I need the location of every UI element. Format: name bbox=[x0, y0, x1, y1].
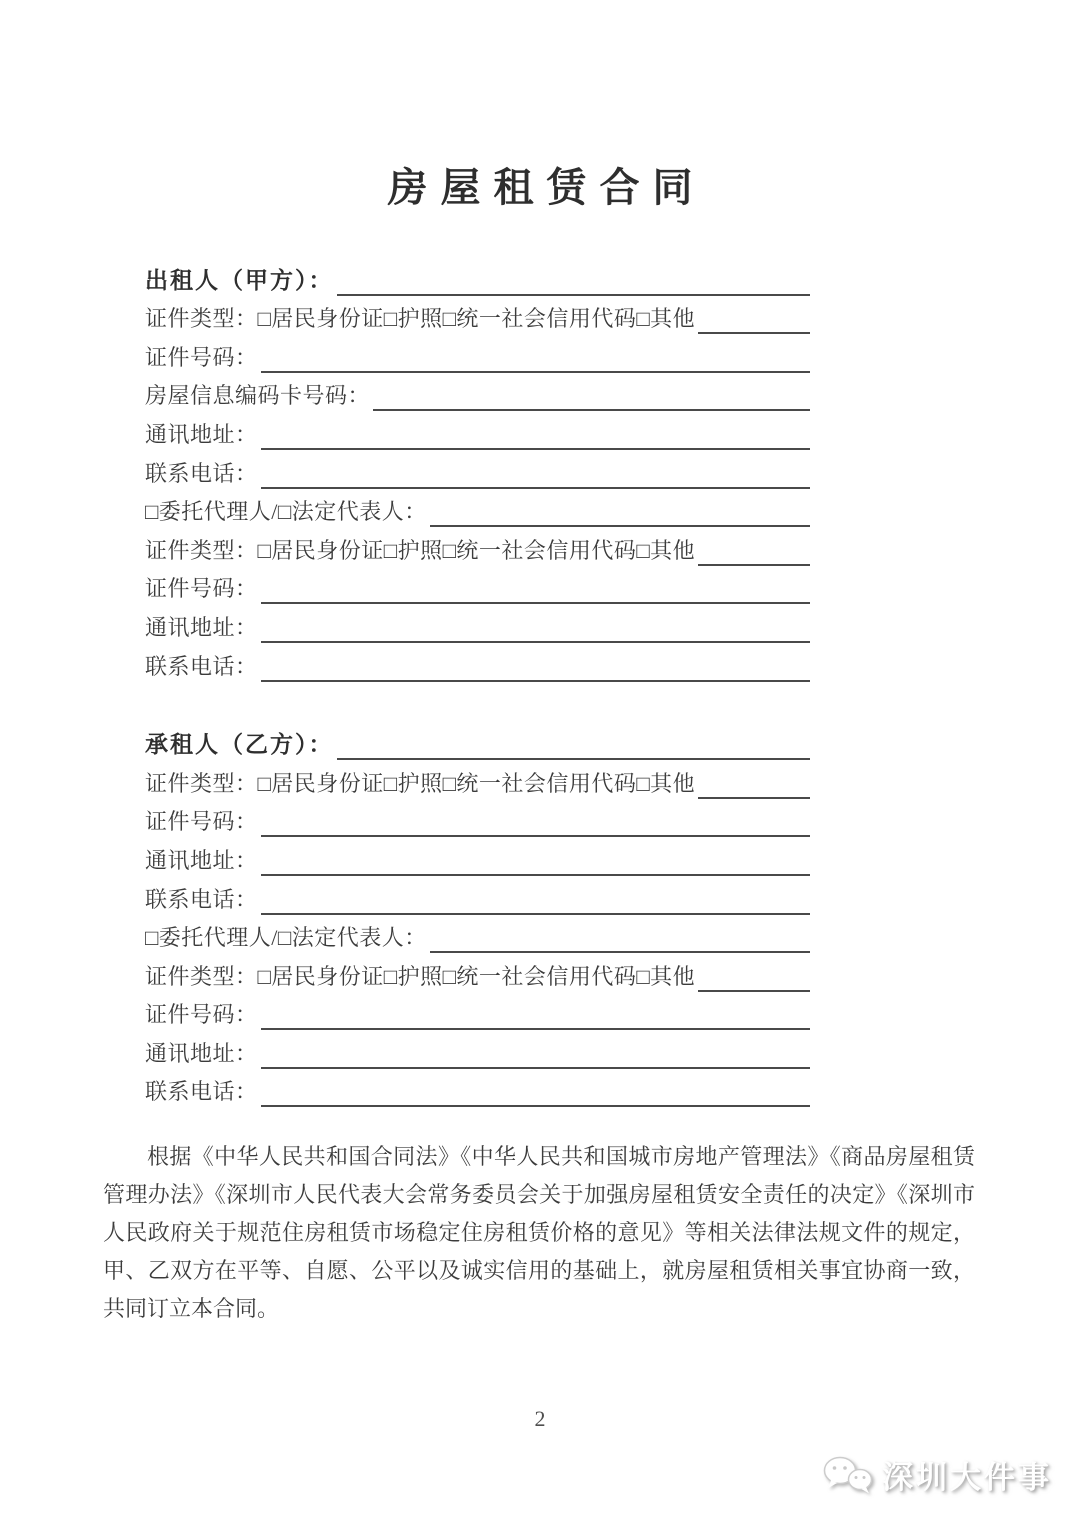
form-row-housing-code bbox=[145, 373, 810, 412]
form-row-cert-number bbox=[145, 992, 810, 1031]
form-row-mailing-address bbox=[145, 1030, 810, 1069]
field-label: 证件类型： bbox=[145, 306, 258, 332]
party-b-heading-row bbox=[145, 722, 810, 761]
cert-type-options: □居民身份证□护照□统一社会信用代码□其他 bbox=[257, 963, 696, 989]
field-label: 通讯地址： bbox=[145, 614, 258, 640]
field-label: 证件类型： bbox=[145, 770, 258, 796]
blank-underline bbox=[261, 424, 810, 450]
page-number: 2 bbox=[534, 1406, 546, 1431]
blank-underline bbox=[337, 734, 811, 760]
blank-underline bbox=[698, 773, 810, 799]
form-row-contact-phone bbox=[145, 643, 810, 682]
form-row-cert-type bbox=[145, 296, 810, 335]
blank-underline bbox=[261, 811, 810, 837]
form-row-contact-phone bbox=[145, 876, 810, 915]
blank-underline bbox=[430, 501, 810, 527]
wechat-chat-bubbles-icon bbox=[822, 1455, 874, 1495]
blank-underline bbox=[430, 927, 810, 953]
field-label: □委托代理人/□法定代表人： bbox=[145, 499, 427, 525]
field-label: □委托代理人/□法定代表人： bbox=[145, 925, 427, 951]
field-label: 通讯地址： bbox=[145, 1040, 258, 1066]
field-label: 联系电话： bbox=[145, 460, 258, 486]
blank-underline bbox=[261, 850, 810, 876]
field-label: 证件类型： bbox=[145, 963, 258, 989]
form-row-cert-number bbox=[145, 334, 810, 373]
page-title: 房屋租赁合同 bbox=[387, 165, 706, 210]
blank-underline bbox=[698, 308, 810, 334]
form-row-cert-type bbox=[145, 527, 810, 566]
form-row-cert-type bbox=[145, 760, 810, 799]
party-b-section bbox=[145, 722, 810, 1108]
field-label: 联系电话： bbox=[145, 653, 258, 679]
field-label: 证件号码： bbox=[145, 344, 258, 370]
party-a-heading-label: 出租人（甲方）： bbox=[145, 267, 334, 293]
field-label: 证件类型： bbox=[145, 537, 258, 563]
blank-underline bbox=[261, 1043, 810, 1069]
form-row-mailing-address bbox=[145, 411, 810, 450]
field-label: 通讯地址： bbox=[145, 847, 258, 873]
watermark-text: 深圳大件事 bbox=[882, 1460, 1052, 1495]
cert-type-options: □居民身份证□护照□统一社会信用代码□其他 bbox=[257, 306, 696, 332]
party-a-section bbox=[145, 257, 810, 682]
cert-type-options: □居民身份证□护照□统一社会信用代码□其他 bbox=[257, 770, 696, 796]
form-row-mailing-address bbox=[145, 837, 810, 876]
field-label: 联系电话： bbox=[145, 1079, 258, 1105]
blank-underline bbox=[261, 617, 810, 643]
blank-underline bbox=[261, 1081, 810, 1107]
form-row-agent-or-representative bbox=[145, 489, 810, 528]
form-row-mailing-address bbox=[145, 604, 810, 643]
form-row-cert-number bbox=[145, 799, 810, 838]
party-b-heading-label: 承租人（乙方）： bbox=[145, 732, 334, 758]
blank-underline bbox=[261, 889, 810, 915]
form-row-contact-phone bbox=[145, 1069, 810, 1108]
watermark bbox=[822, 1452, 1052, 1497]
blank-underline bbox=[337, 270, 811, 296]
cert-type-options: □居民身份证□护照□统一社会信用代码□其他 bbox=[257, 537, 696, 563]
blank-underline bbox=[698, 966, 810, 992]
blank-underline bbox=[698, 540, 810, 566]
form-row-agent-or-representative bbox=[145, 915, 810, 954]
field-label: 房屋信息编码卡号码： bbox=[145, 383, 371, 409]
form-row-cert-type bbox=[145, 953, 810, 992]
preamble-paragraph: 根据《中华人民共和国合同法》《中华人民共和国城市房地产管理法》《商品房屋租赁管理办法》《深圳市人民代表大会常务委员会关于加强房屋租赁安全责任的决定》《深圳市人民政府关于规范住房租赁市场稳定住房租赁价格的意见》等相关法律法规文件的规定，甲、乙双方在平等、自愿、公平以及诚实信用的基础上，就房屋租赁相关事宜协商一致，共同订立本合同。 bbox=[103, 1144, 975, 1322]
blank-underline bbox=[261, 1004, 810, 1030]
blank-underline bbox=[261, 347, 810, 373]
field-label: 证件号码： bbox=[145, 576, 258, 602]
blank-underline bbox=[373, 385, 810, 411]
field-label: 证件号码： bbox=[145, 809, 258, 835]
party-a-heading-row bbox=[145, 257, 810, 296]
field-label: 证件号码： bbox=[145, 1002, 258, 1028]
blank-underline bbox=[261, 578, 810, 604]
form-row-contact-phone bbox=[145, 450, 810, 489]
blank-underline bbox=[261, 463, 810, 489]
field-label: 通讯地址： bbox=[145, 421, 258, 447]
field-label: 联系电话： bbox=[145, 886, 258, 912]
form-row-cert-number bbox=[145, 566, 810, 605]
blank-underline bbox=[261, 656, 810, 682]
